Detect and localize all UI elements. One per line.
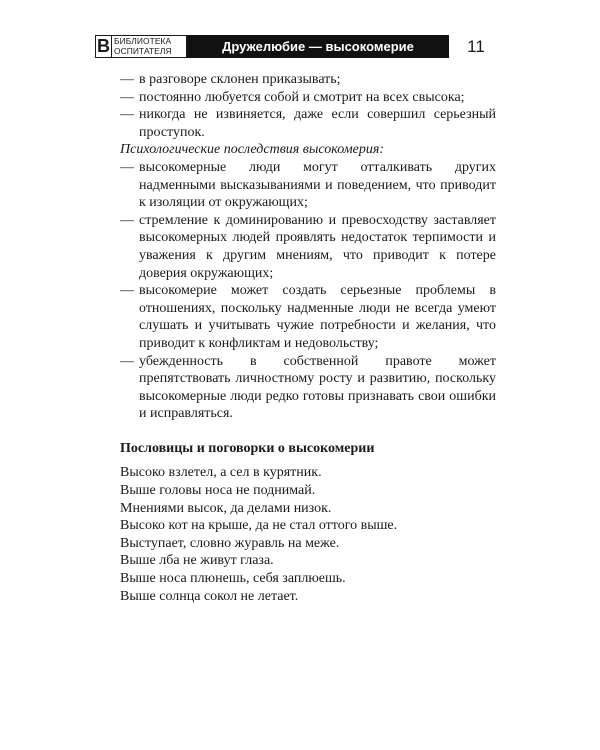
list-item-text: высокомерие может создать серьезные проблемы в отношениях, поскольку надменные люди не всегда умеют слушать и учитывать чужие потребности и желания, что приводит к конфликтам и недовольству;	[139, 283, 496, 351]
list-item: — высокомерие может создать серьезные проблемы в отношениях, поскольку надменные люди не всегда умеют слушать и учитывать чужие потребности и желания, что приводит к конфликтам и недовольству;	[120, 283, 496, 351]
proverb: Выше солнца сокол не летает.	[120, 588, 299, 604]
proverb: Выше головы носа не поднимай.	[120, 483, 316, 499]
proverb: Мнениями высок, да делами низок.	[120, 500, 332, 516]
list-item: — постоянно любуется собой и смотрит на всех свысока;	[120, 89, 496, 107]
series-name-line1: БИБЛИОТЕКА	[114, 36, 172, 46]
consequences-heading: Психологические последствия высокомерия:	[120, 142, 385, 158]
list-item-text: стремление к доминированию и превосходству заставляет высокомерных людей проявлять недостаток терпимости и уважения к другим мнениям, что приводит к потере доверия окружающих;	[139, 212, 496, 281]
proverb: Выше лба не живут глаза.	[120, 553, 274, 569]
series-letter: В	[97, 36, 110, 56]
consequences-list	[120, 159, 496, 423]
proverb: Высоко кот на крыше, да не стал оттого выше.	[120, 518, 398, 534]
traits-list	[120, 71, 496, 141]
list-item: — никогда не извиняется, даже если совершил серьезный проступок.	[120, 107, 496, 140]
list-item: — убежденность в собственной правоте может препятствовать личностному росту и развитию, поскольку высокомерные люди редко готовы признавать свои ошибки и исправляться.	[120, 353, 496, 422]
series-logo	[95, 35, 187, 58]
series-name-line2: ОСПИТАТЕЛЯ	[114, 45, 172, 56]
page-number: 11	[467, 37, 485, 56]
list-item-text: в разговоре склонен приказывать;	[139, 72, 341, 87]
proverbs-list	[120, 464, 496, 605]
list-item-text: никогда не извиняется, даже если совершил серьезный проступок.	[139, 107, 496, 140]
list-item: — стремление к доминированию и превосходству заставляет высокомерных людей проявлять недостаток терпимости и уважения к другим мнениям, что приводит к потере доверия окружающих;	[120, 212, 496, 281]
list-item-text: высокомерные люди могут отталкивать других надменными высказываниями и поведением, что приводит к изоляции от окружающих;	[139, 159, 496, 211]
series-name	[114, 37, 186, 56]
running-header	[95, 35, 502, 58]
page-body	[120, 71, 496, 605]
proverbs-title: Пословицы и поговорки о высокомерии	[120, 440, 375, 456]
proverb: Высоко взлетел, а сел в курятник.	[120, 465, 322, 481]
chapter-title: Дружелюбие — высокомерие	[187, 35, 449, 58]
proverb: Выступает, словно журавль на меже.	[120, 535, 340, 551]
list-item: — высокомерные люди могут отталкивать других надменными высказываниями и поведением, что приводит к изоляции от окружающих;	[120, 159, 496, 211]
list-item-text: постоянно любуется собой и смотрит на всех свысока;	[139, 89, 465, 105]
proverb: Выше носа плюнешь, себя заплюешь.	[120, 571, 346, 587]
list-item-text: убежденность в собственной правоте может препятствовать личностному росту и развитию, поскольку высокомерные люди редко готовы признавать свои ошибки и исправляться.	[139, 353, 496, 422]
list-item: — в разговоре склонен приказывать;	[120, 71, 496, 89]
